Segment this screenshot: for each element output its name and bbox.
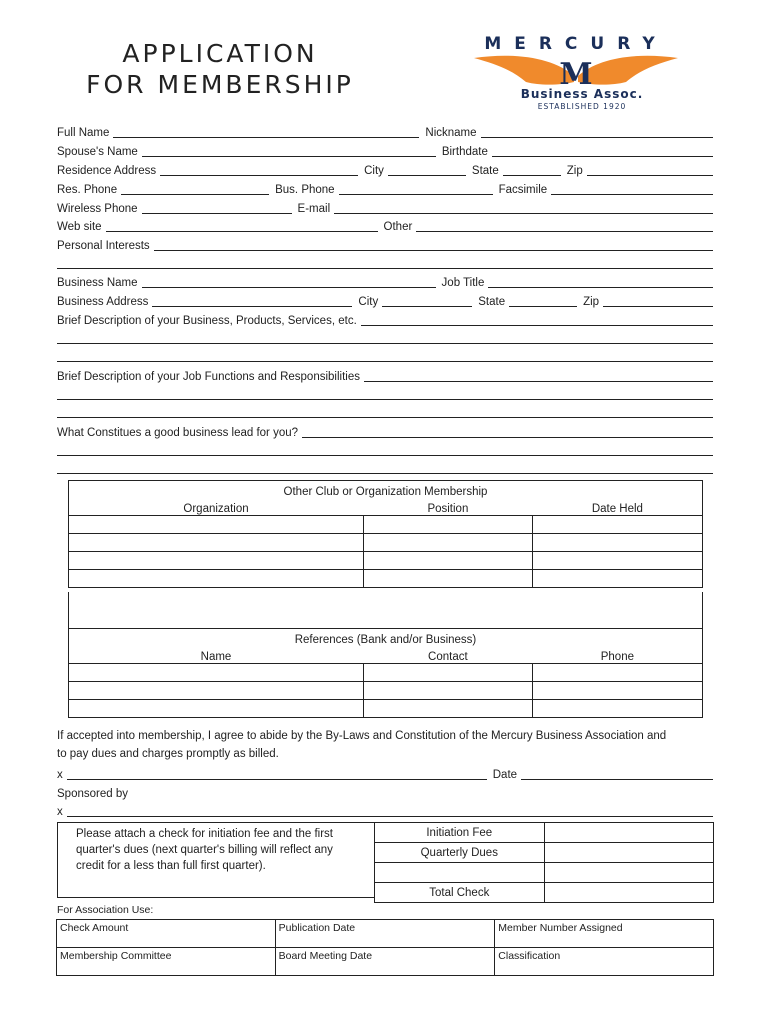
row-job-desc bbox=[57, 366, 713, 384]
label-other: Other bbox=[383, 221, 413, 233]
birthdate-field[interactable] bbox=[492, 156, 713, 157]
label-spouse: Spouse's Name bbox=[57, 146, 138, 158]
other-field[interactable] bbox=[416, 231, 713, 232]
job-title-field[interactable] bbox=[488, 287, 713, 288]
spouse-field[interactable] bbox=[142, 156, 436, 157]
cell[interactable] bbox=[363, 516, 533, 534]
residence-field[interactable] bbox=[160, 175, 358, 176]
cell[interactable] bbox=[533, 570, 703, 588]
mercury-logo bbox=[466, 30, 686, 114]
initiation-label: Initiation Fee bbox=[375, 823, 545, 843]
agreement-line-2: to pay dues and charges promptly as billed. bbox=[57, 748, 279, 760]
label-website: Web site bbox=[57, 221, 102, 233]
title-line-2: FOR MEMBERSHIP bbox=[86, 70, 354, 99]
interests-line-2[interactable] bbox=[57, 268, 713, 269]
website-field[interactable] bbox=[106, 231, 378, 232]
cell[interactable] bbox=[69, 534, 364, 552]
label-city: City bbox=[364, 165, 384, 177]
email-field[interactable] bbox=[334, 213, 713, 214]
business-desc-line-2[interactable] bbox=[57, 343, 713, 344]
title-line-1: APPLICATION bbox=[122, 39, 318, 68]
good-lead-field[interactable] bbox=[302, 437, 713, 438]
form-title bbox=[0, 38, 440, 100]
res-phone-field[interactable] bbox=[121, 194, 269, 195]
total-label: Total Check bbox=[375, 883, 545, 903]
clubs-table bbox=[68, 480, 703, 588]
interests-field[interactable] bbox=[154, 250, 713, 251]
logo-established: ESTABLISHED 1920 bbox=[537, 102, 627, 111]
business-desc-field[interactable] bbox=[361, 325, 713, 326]
member-number-cell[interactable]: Member Number Assigned bbox=[495, 920, 714, 948]
cell[interactable] bbox=[363, 570, 533, 588]
fax-field[interactable] bbox=[551, 194, 713, 195]
label-business-zip: Zip bbox=[583, 296, 600, 308]
clubs-header-organization: Organization bbox=[69, 498, 364, 516]
full-name-field[interactable] bbox=[113, 137, 419, 138]
label-full-name: Full Name bbox=[57, 127, 110, 139]
row-phones bbox=[57, 179, 713, 197]
clubs-caption: Other Club or Organization Membership bbox=[69, 481, 703, 499]
logo-letter: M bbox=[559, 57, 593, 92]
cell[interactable] bbox=[363, 664, 533, 682]
business-name-field[interactable] bbox=[142, 287, 436, 288]
cell[interactable] bbox=[533, 682, 703, 700]
classification-cell[interactable]: Classification bbox=[495, 948, 714, 976]
total-amount-field[interactable] bbox=[544, 883, 713, 903]
label-bus-phone: Bus. Phone bbox=[275, 184, 335, 196]
label-birthdate: Birthdate bbox=[441, 146, 488, 158]
label-date: Date bbox=[492, 769, 518, 781]
row-good-lead bbox=[57, 422, 713, 440]
initiation-amount-field[interactable] bbox=[544, 823, 713, 843]
references-header-phone: Phone bbox=[533, 646, 703, 664]
quarterly-label: Quarterly Dues bbox=[375, 843, 545, 863]
label-business-state: State bbox=[478, 296, 506, 308]
row-spouse bbox=[57, 141, 713, 159]
label-business-desc: Brief Description of your Business, Products, Services, etc. bbox=[57, 315, 357, 327]
fees-table bbox=[374, 822, 714, 903]
cell[interactable] bbox=[533, 552, 703, 570]
cell[interactable] bbox=[363, 534, 533, 552]
label-wireless: Wireless Phone bbox=[57, 203, 138, 215]
label-x1: x bbox=[57, 769, 63, 781]
cell[interactable] bbox=[363, 682, 533, 700]
cell[interactable] bbox=[69, 552, 364, 570]
references-caption: References (Bank and/or Business) bbox=[69, 629, 703, 647]
cell[interactable] bbox=[69, 682, 364, 700]
cell[interactable] bbox=[533, 534, 703, 552]
agreement-text bbox=[57, 727, 713, 763]
row-business-desc bbox=[57, 310, 713, 328]
assoc-heading: For Association Use: bbox=[57, 904, 154, 916]
board-date-cell[interactable]: Board Meeting Date bbox=[275, 948, 495, 976]
job-desc-line-3[interactable] bbox=[57, 417, 713, 418]
business-city-field[interactable] bbox=[382, 306, 472, 307]
row-wireless bbox=[57, 198, 713, 216]
label-business-name: Business Name bbox=[57, 277, 138, 289]
cell[interactable] bbox=[363, 700, 533, 718]
label-state: State bbox=[471, 165, 499, 177]
references-header-name: Name bbox=[69, 646, 364, 664]
agreement-line-1: If accepted into membership, I agree to abide by the By-Laws and Constitution of the Mercury Business Association and bbox=[57, 730, 667, 742]
logo-top-text: MERCURY bbox=[484, 34, 668, 54]
sponsor-signature-field[interactable] bbox=[67, 816, 713, 817]
table-row bbox=[69, 664, 703, 682]
label-x2: x bbox=[57, 806, 63, 818]
table-row bbox=[69, 552, 703, 570]
fee-note-box bbox=[57, 822, 375, 898]
label-interests: Personal Interests bbox=[57, 240, 150, 252]
row-interests bbox=[57, 235, 713, 253]
cell[interactable] bbox=[69, 516, 364, 534]
good-lead-line-2[interactable] bbox=[57, 455, 713, 456]
nickname-field[interactable] bbox=[481, 137, 713, 138]
cell[interactable] bbox=[69, 664, 364, 682]
business-zip-field[interactable] bbox=[603, 306, 713, 307]
job-desc-field[interactable] bbox=[364, 381, 713, 382]
row-full-name bbox=[57, 122, 713, 140]
cell[interactable] bbox=[69, 570, 364, 588]
check-amount-cell[interactable]: Check Amount bbox=[57, 920, 276, 948]
committee-cell[interactable]: Membership Committee bbox=[57, 948, 276, 976]
table-row bbox=[69, 516, 703, 534]
business-address-field[interactable] bbox=[152, 306, 352, 307]
logo-bottom-text: Business Assoc. bbox=[520, 87, 644, 101]
label-email: E-mail bbox=[297, 203, 331, 215]
label-job-title: Job Title bbox=[441, 277, 485, 289]
references-table bbox=[68, 628, 703, 718]
label-zip: Zip bbox=[566, 165, 583, 177]
row-sponsored bbox=[57, 783, 713, 801]
clubs-header-position: Position bbox=[363, 498, 533, 516]
references-header-contact: Contact bbox=[363, 646, 533, 664]
row-business-name bbox=[57, 272, 713, 290]
date-field[interactable] bbox=[521, 779, 713, 780]
label-sponsored: Sponsored by bbox=[57, 788, 128, 800]
row-sponsor-signature bbox=[57, 801, 713, 819]
signature-field[interactable] bbox=[67, 779, 487, 780]
row-signature bbox=[57, 764, 713, 782]
label-good-lead: What Constitues a good business lead for you? bbox=[57, 427, 299, 439]
cell[interactable] bbox=[533, 516, 703, 534]
label-job-desc: Brief Description of your Job Functions and Responsibilities bbox=[57, 371, 360, 383]
row-website bbox=[57, 216, 713, 234]
blank-amount-field[interactable] bbox=[544, 863, 713, 883]
row-residence bbox=[57, 160, 713, 178]
quarterly-amount-field[interactable] bbox=[544, 843, 713, 863]
cell[interactable] bbox=[533, 664, 703, 682]
business-state-field[interactable] bbox=[509, 306, 577, 307]
publication-date-cell[interactable]: Publication Date bbox=[275, 920, 495, 948]
label-res-phone: Res. Phone bbox=[57, 184, 118, 196]
state-field[interactable] bbox=[503, 175, 561, 176]
zip-field[interactable] bbox=[587, 175, 713, 176]
assoc-table bbox=[56, 919, 714, 976]
table-row bbox=[69, 570, 703, 588]
wireless-field[interactable] bbox=[142, 213, 292, 214]
label-residence: Residence Address bbox=[57, 165, 157, 177]
cell[interactable] bbox=[363, 552, 533, 570]
spacer-box bbox=[68, 592, 703, 628]
bus-phone-field[interactable] bbox=[339, 194, 493, 195]
label-business-address: Business Address bbox=[57, 296, 149, 308]
blank-cell bbox=[375, 863, 545, 883]
row-business-address bbox=[57, 291, 713, 309]
good-lead-line-3[interactable] bbox=[57, 473, 713, 474]
label-business-city: City bbox=[358, 296, 379, 308]
cell[interactable] bbox=[69, 700, 364, 718]
label-nickname: Nickname bbox=[425, 127, 477, 139]
cell[interactable] bbox=[533, 700, 703, 718]
business-desc-line-3[interactable] bbox=[57, 361, 713, 362]
table-row bbox=[69, 534, 703, 552]
table-row bbox=[69, 700, 703, 718]
city-field[interactable] bbox=[388, 175, 466, 176]
job-desc-line-2[interactable] bbox=[57, 399, 713, 400]
table-row bbox=[69, 682, 703, 700]
fee-note: Please attach a check for initiation fee and the first quarter's dues (next quarter's billing will reflect any credit for a less than full first quarter). bbox=[76, 828, 333, 872]
label-fax: Facsimile bbox=[498, 184, 548, 196]
clubs-header-date: Date Held bbox=[533, 498, 703, 516]
